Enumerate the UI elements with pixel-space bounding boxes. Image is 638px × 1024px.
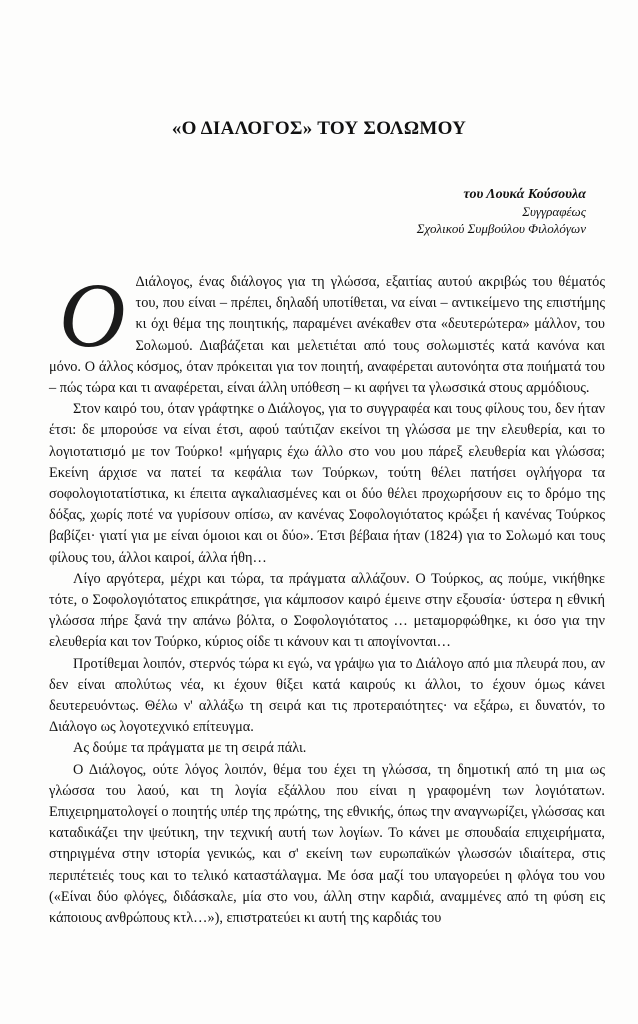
byline xyxy=(417,186,586,237)
paragraph: Προτίθεμαι λοιπόν, στερνός τώρα κι εγώ, να γράψω για το Διάλογο από μια πλευρά που, αν δεν είναι απολύτως νέα, κι έχουν θίξει κατά καιρούς κι άλλοι, το έχουν όμως κάνει δευτερευόντως. Θέλω ν' αλλάξω τη σειρά και τις προτεραιότητες· να εξάρω, ει δυνατόν, το Διάλογο ως λογοτεχνικό επίτευγμα. xyxy=(49,655,605,736)
author-name: του Λουκά Κούσουλα xyxy=(463,187,586,202)
drop-cap: Ο xyxy=(59,264,126,366)
article-title: «Ο ΔΙΑΛΟΓΟΣ» ΤΟΥ ΣΟΛΩΜΟΥ xyxy=(171,118,467,139)
paragraph-text: Διάλογος, ένας διάλογος για τη γλώσσα, εξαιτίας αυτού ακριβώς του θέματός του, που είναι – πρέπει, δηλαδή υποτίθεται, να είναι – αντικείμενο της επιστήμης κι όχι θέμα της ποιητικής, παραμένει ανέκαθεν στα «δευτερώτερα» μάλλον, του Σολωμού. Διαβάζεται και μελετιέται από τους σολωμιστές κατά κανόνα και μόνο. Ο άλλος κόσμος, όταν πρόκειται για τον ποιητή, αναφέρεται αυτονόητα στα ποιήματά του – πώς τώρα και τι αναφέρεται, είναι άλλη υπόθεση – κι αφήνει τα γλωσσικά στους αρμόδιους. xyxy=(49,274,605,397)
article-body xyxy=(49,264,605,929)
paragraph: Ο Διάλογος, ούτε λόγος λοιπόν, θέμα του έχει τη γλώσσα, τη δημοτική από τη μια ως γλώσσα του λαού, και τη λογία εξάλλου που είναι η γραφομένη των λογιότατων. Επιχειρηματολογεί ο ποιητής υπέρ της πρώτης, της εθνικής, όπως την αναγνωρίζει, γλώσσας και καταδικάζει την ψεύτικη, την τεχνική αυτή των λογίων. Το κάνει με σπουδαία επιχειρήματα, στηριγμένα στην ιστορία γενικώς, και σ' εκείνη των ευρωπαϊκών γλωσσών ιδιαίτερα, στις περιπέτειές τους και το τελικό καταστάλαγμα. Με όσα μαζί του υπαγορεύει η φλόγα του νου («Είναι δύο φλόγες, διδάσκαλε, μία στο νου, άλλη στην καρδιά, αναμμένες από τη φύση εις κάποιους ανθρώπους κτλ…»), επιστρατεύει κι αυτή της καρδιάς του xyxy=(49,761,605,927)
author-role-writer: Συγγραφέως xyxy=(522,204,586,219)
paragraph: Λίγο αργότερα, μέχρι και τώρα, τα πράγματα αλλάζουν. Ο Τούρκος, ας πούμε, νικήθηκε τότε, ο Σοφολογιότατος επικράτησε, για κάμποσον καιρό έμεινε στην εξουσία· ύστερα η εθνική γλώσσα πήρε ξανά την απάνω βόλτα, ο Σοφολογιότατος … μεταμορφώθηκε, κι όσο για την ελευθερία και τον Τούρκο, κύριος οίδε τι κάνουν και τι απογίνονται… xyxy=(49,570,605,651)
paragraph xyxy=(49,264,605,399)
paragraph: Στον καιρό του, όταν γράφτηκε ο Διάλογος, για το συγγραφέα και τους φίλους του, δεν ήταν έτσι: δε μπορούσε να είναι έτσι, αφού ταύτιζαν εκείνοι τη γλώσσα με την ελευθερία, και το λογιοτατισμό με τον Τούρκο! «μήγαρις έχω άλλο στο νου μου πάρεξ ελευθερία και γλώσσα; Εκείνη άρχισε να πατεί τα κεφάλια των Τούρκων, τούτη θέλει πατήσει ογλήγορα τα σοφολογιοτατίστικα, κι έπειτα αγκαλιασμένες και οι δύο θέλει προχωρήσουν εις το δρόμο της δόξας, χωρίς ποτέ να γυρίσουν οπίσω, αν κανένας Σοφολογιότατος κρώξει ή κανένας Τούρκος βαβίζει· γιατί για με είναι όμοιοι και οι δύο». Έτσι βέβαια ήταν (1824) για το Σολωμό και τους φίλους του, άλλοι καιροί, άλλα ήθη… xyxy=(49,401,605,566)
paragraph: Ας δούμε τα πράγματα με τη σειρά πάλι. xyxy=(73,740,307,757)
author-role-advisor: Σχολικού Συμβούλου Φιλολόγων xyxy=(416,221,586,236)
